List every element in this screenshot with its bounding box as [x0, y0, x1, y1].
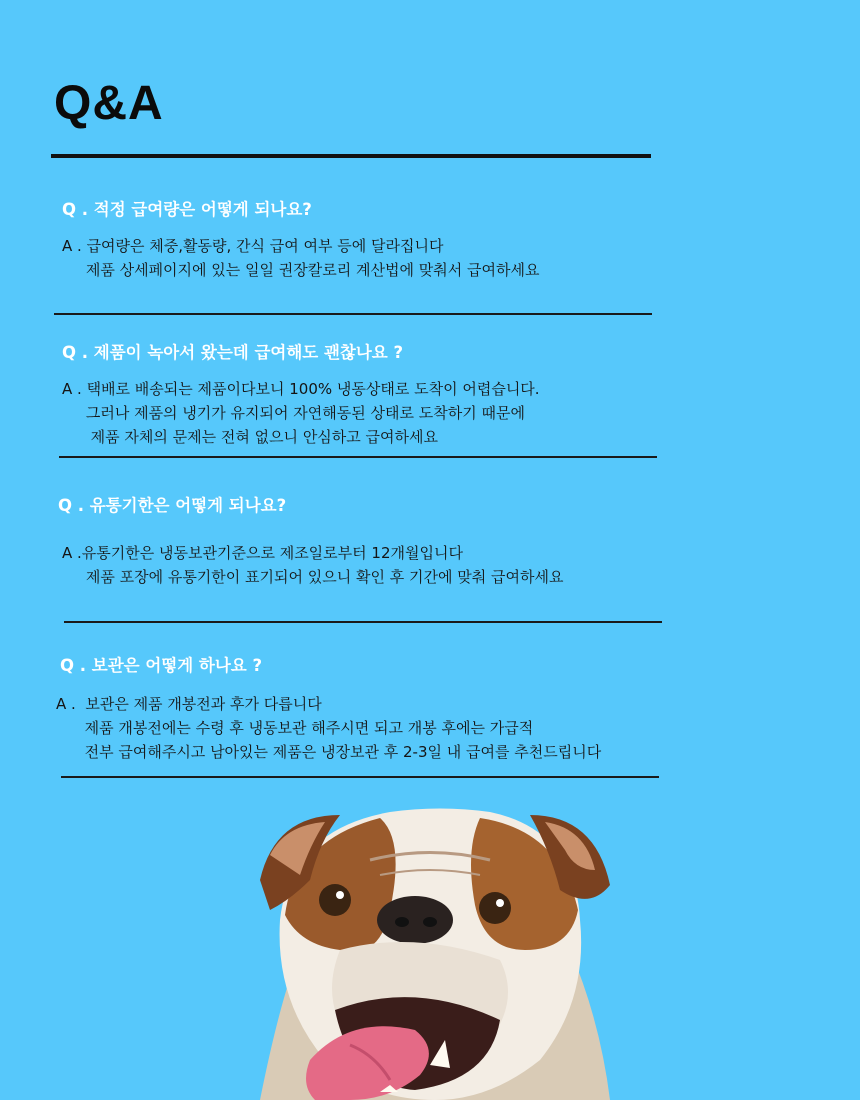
faq-question-2: Q . 제품이 녹아서 왔는데 급여해도 괜찮나요 ? — [62, 343, 404, 362]
faq-answer-4-line-2: 제품 개봉전에는 수령 후 냉동보관 해주시면 되고 개봉 후에는 가급적 — [56, 719, 534, 737]
faq-answer-4-line-1: A . 보관은 제품 개봉전과 후가 다릅니다 — [56, 695, 322, 713]
faq-answer-2-line-2: 그러나 제품의 냉기가 유지되어 자연해동된 상태로 도착하기 때문에 — [62, 404, 525, 422]
faq-divider-2 — [59, 456, 657, 458]
faq-answer-4-line-3: 전부 급여해주시고 남아있는 제품은 냉장보관 후 2-3일 내 급여를 추천드립니다 — [56, 743, 602, 761]
title-divider — [51, 154, 651, 158]
faq-answer-2-line-3: 제품 자체의 문제는 전혀 없으니 안심하고 급여하세요 — [62, 428, 438, 446]
faq-question-3: Q . 유통기한은 어떻게 되나요? — [58, 496, 287, 515]
faq-answer-3-line-2: 제품 포장에 유통기한이 표기되어 있으니 확인 후 기간에 맞춰 급여하세요 — [62, 568, 564, 586]
page-title: Q&A — [54, 77, 164, 130]
faq-answer-3-line-1: A .유통기한은 냉동보관기준으로 제조일로부터 12개월입니다 — [62, 544, 463, 562]
faq-question-4: Q . 보관은 어떻게 하나요 ? — [60, 656, 263, 675]
faq-answer-2-line-1: A . 택배로 배송되는 제품이다보니 100% 냉동상태로 도착이 어렵습니다. — [62, 380, 540, 398]
faq-answer-2 — [62, 377, 540, 449]
faq-divider-4 — [61, 776, 659, 778]
faq-answer-4 — [56, 692, 601, 764]
faq-divider-3 — [64, 621, 662, 623]
faq-answer-1-line-2: 제품 상세페이지에 있는 일일 권장칼로리 계산법에 맞춰서 급여하세요 — [62, 261, 540, 279]
faq-answer-1 — [62, 234, 539, 282]
faq-answer-1-line-1: A . 급여량은 체중,활동량, 간식 급여 여부 등에 달라집니다 — [62, 237, 444, 255]
faq-answer-3 — [62, 541, 563, 589]
faq-divider-1 — [54, 313, 652, 315]
bulldog-photo — [240, 800, 630, 1100]
faq-question-1: Q . 적정 급여량은 어떻게 되나요? — [62, 200, 312, 219]
